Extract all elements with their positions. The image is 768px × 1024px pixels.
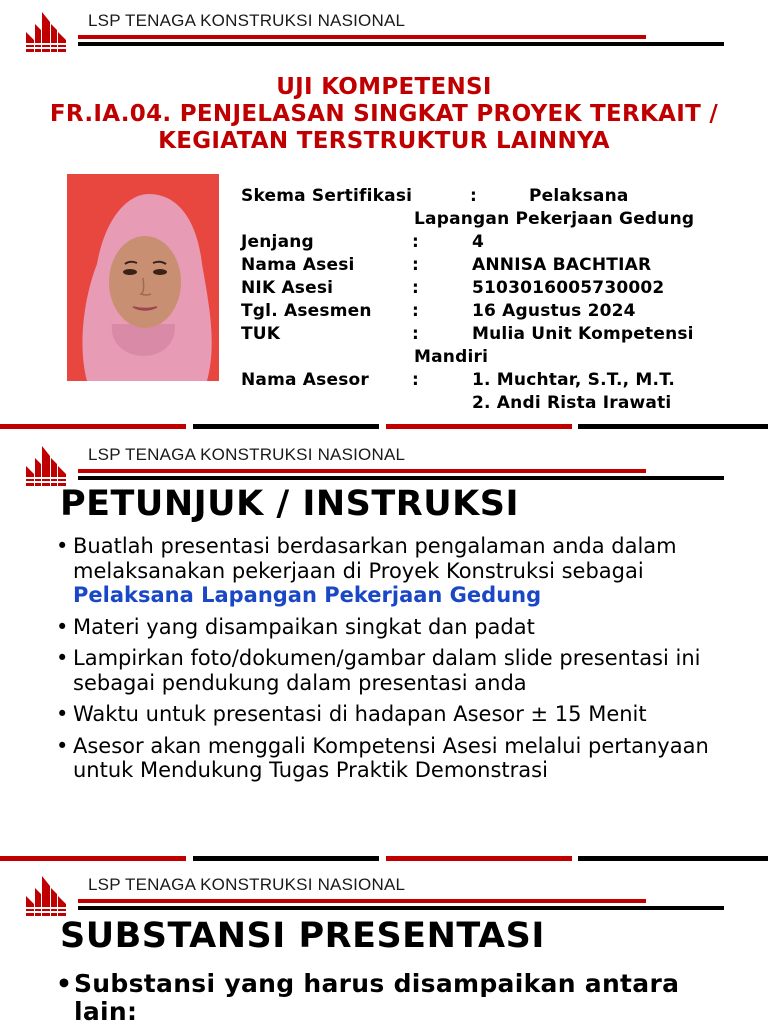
field-colon: : — [412, 324, 419, 344]
title-line-2: FR.IA.04. PENJELASAN SINGKAT PROYEK TERKAIT / — [49, 101, 719, 127]
header-line-black — [78, 42, 724, 46]
slide-title — [0, 74, 768, 155]
slide-cover — [0, 0, 768, 424]
brand-name: LSP TENAGA KONSTRUKSI NASIONAL — [88, 11, 406, 30]
bullet-icon: • — [56, 646, 69, 670]
field-label: Tgl. Asesmen — [241, 301, 372, 321]
title-line-1: UJI KOMPETENSI — [276, 74, 492, 100]
field-value: 5103016005730002 — [472, 278, 665, 298]
list-item-text: Asesor akan menggali Kompetensi Asesi melalui pertanyaan untuk Mendukung Tugas Praktik Demonstrasi — [73, 733, 709, 782]
header-line-red — [78, 469, 646, 473]
list-item — [56, 615, 746, 640]
field-value: ANNISA BACHTIAR — [472, 255, 652, 275]
field-label: Nama Asesi — [241, 255, 355, 275]
slide-divider — [578, 856, 768, 861]
slide-heading: SUBSTANSI PRESENTASI — [60, 916, 545, 956]
field-jenjang — [241, 231, 761, 254]
field-label: TUK — [241, 324, 281, 344]
list-item — [56, 970, 746, 1024]
list-item-text: Materi yang disampaikan singkat dan padat — [73, 614, 535, 639]
bullet-icon: • — [56, 702, 69, 726]
field-label: Skema Sertifikasi — [241, 186, 413, 206]
slide-substance — [0, 864, 768, 1024]
field-value: 4 — [472, 232, 485, 252]
field-skema — [241, 185, 761, 231]
field-value-cont: Mandiri — [414, 347, 489, 367]
bullet-icon: • — [56, 733, 69, 758]
slide-instructions — [0, 434, 768, 854]
header-line-red — [78, 35, 646, 39]
field-value: Pelaksana — [529, 186, 629, 206]
field-nik-asesi — [241, 277, 761, 300]
brand-name: LSP TENAGA KONSTRUKSI NASIONAL — [88, 875, 406, 894]
field-colon: : — [470, 186, 477, 206]
lsp-logo-icon — [24, 10, 68, 52]
lsp-logo-icon — [24, 874, 68, 916]
slide-divider — [386, 856, 572, 861]
asesi-photo — [67, 174, 219, 381]
field-value-cont: 2. Andi Rista Irawati — [472, 393, 672, 413]
list-item-text: Lampirkan foto/dokumen/gambar dalam slide presentasi ini sebagai pendukung dalam presentasi anda — [73, 646, 701, 695]
field-colon: : — [412, 255, 419, 275]
role-highlight: Pelaksana Lapangan Pekerjaan Gedung — [73, 583, 542, 607]
field-colon: : — [412, 232, 419, 252]
instruction-list — [56, 534, 746, 790]
header-line-black — [78, 476, 724, 480]
field-value-cont: Lapangan Pekerjaan Gedung — [414, 209, 695, 229]
slide-divider — [0, 424, 186, 429]
field-tuk — [241, 323, 761, 369]
field-label: Nama Asesor — [241, 370, 369, 390]
header-line-red — [78, 899, 646, 903]
list-item-text: Substansi yang harus disampaikan antara lain: — [74, 969, 680, 1024]
slide-heading: PETUNJUK / INSTRUKSI — [60, 484, 519, 524]
field-nama-asesi — [241, 254, 761, 277]
slide-divider — [0, 856, 186, 861]
field-label: Jenjang — [241, 232, 314, 252]
slide-divider — [578, 424, 768, 429]
field-colon: : — [412, 370, 419, 390]
list-item-text: Buatlah presentasi berdasarkan pengalaman anda dalam melaksanakan pekerjaan di Proyek Konstruksi sebagai — [73, 534, 677, 583]
title-line-3: KEGIATAN TERSTRUKTUR LAINNYA — [158, 128, 610, 154]
portrait-image — [67, 174, 219, 381]
asesi-info — [241, 185, 761, 415]
bullet-icon: • — [56, 969, 73, 998]
field-tgl-asesmen — [241, 300, 761, 323]
list-item — [56, 534, 746, 608]
slide-divider — [193, 424, 379, 429]
slide-divider — [386, 424, 572, 429]
list-item — [56, 734, 746, 783]
field-colon: : — [412, 278, 419, 298]
bullet-icon: • — [56, 614, 69, 639]
header-line-black — [78, 906, 724, 910]
field-nama-asesor — [241, 369, 761, 415]
field-value: Mulia Unit Kompetensi — [472, 324, 694, 344]
field-label: NIK Asesi — [241, 278, 334, 298]
field-colon: : — [412, 301, 419, 321]
brand-name: LSP TENAGA KONSTRUKSI NASIONAL — [88, 445, 406, 464]
list-item — [56, 646, 746, 695]
slide-divider — [193, 856, 379, 861]
list-item-text: Waktu untuk presentasi di hadapan Asesor ± 15 Menit — [73, 702, 647, 726]
field-value: 16 Agustus 2024 — [472, 301, 636, 321]
list-item — [56, 702, 746, 727]
bullet-icon: • — [56, 534, 69, 558]
lsp-logo-icon — [24, 444, 68, 486]
field-value: 1. Muchtar, S.T., M.T. — [472, 370, 676, 390]
